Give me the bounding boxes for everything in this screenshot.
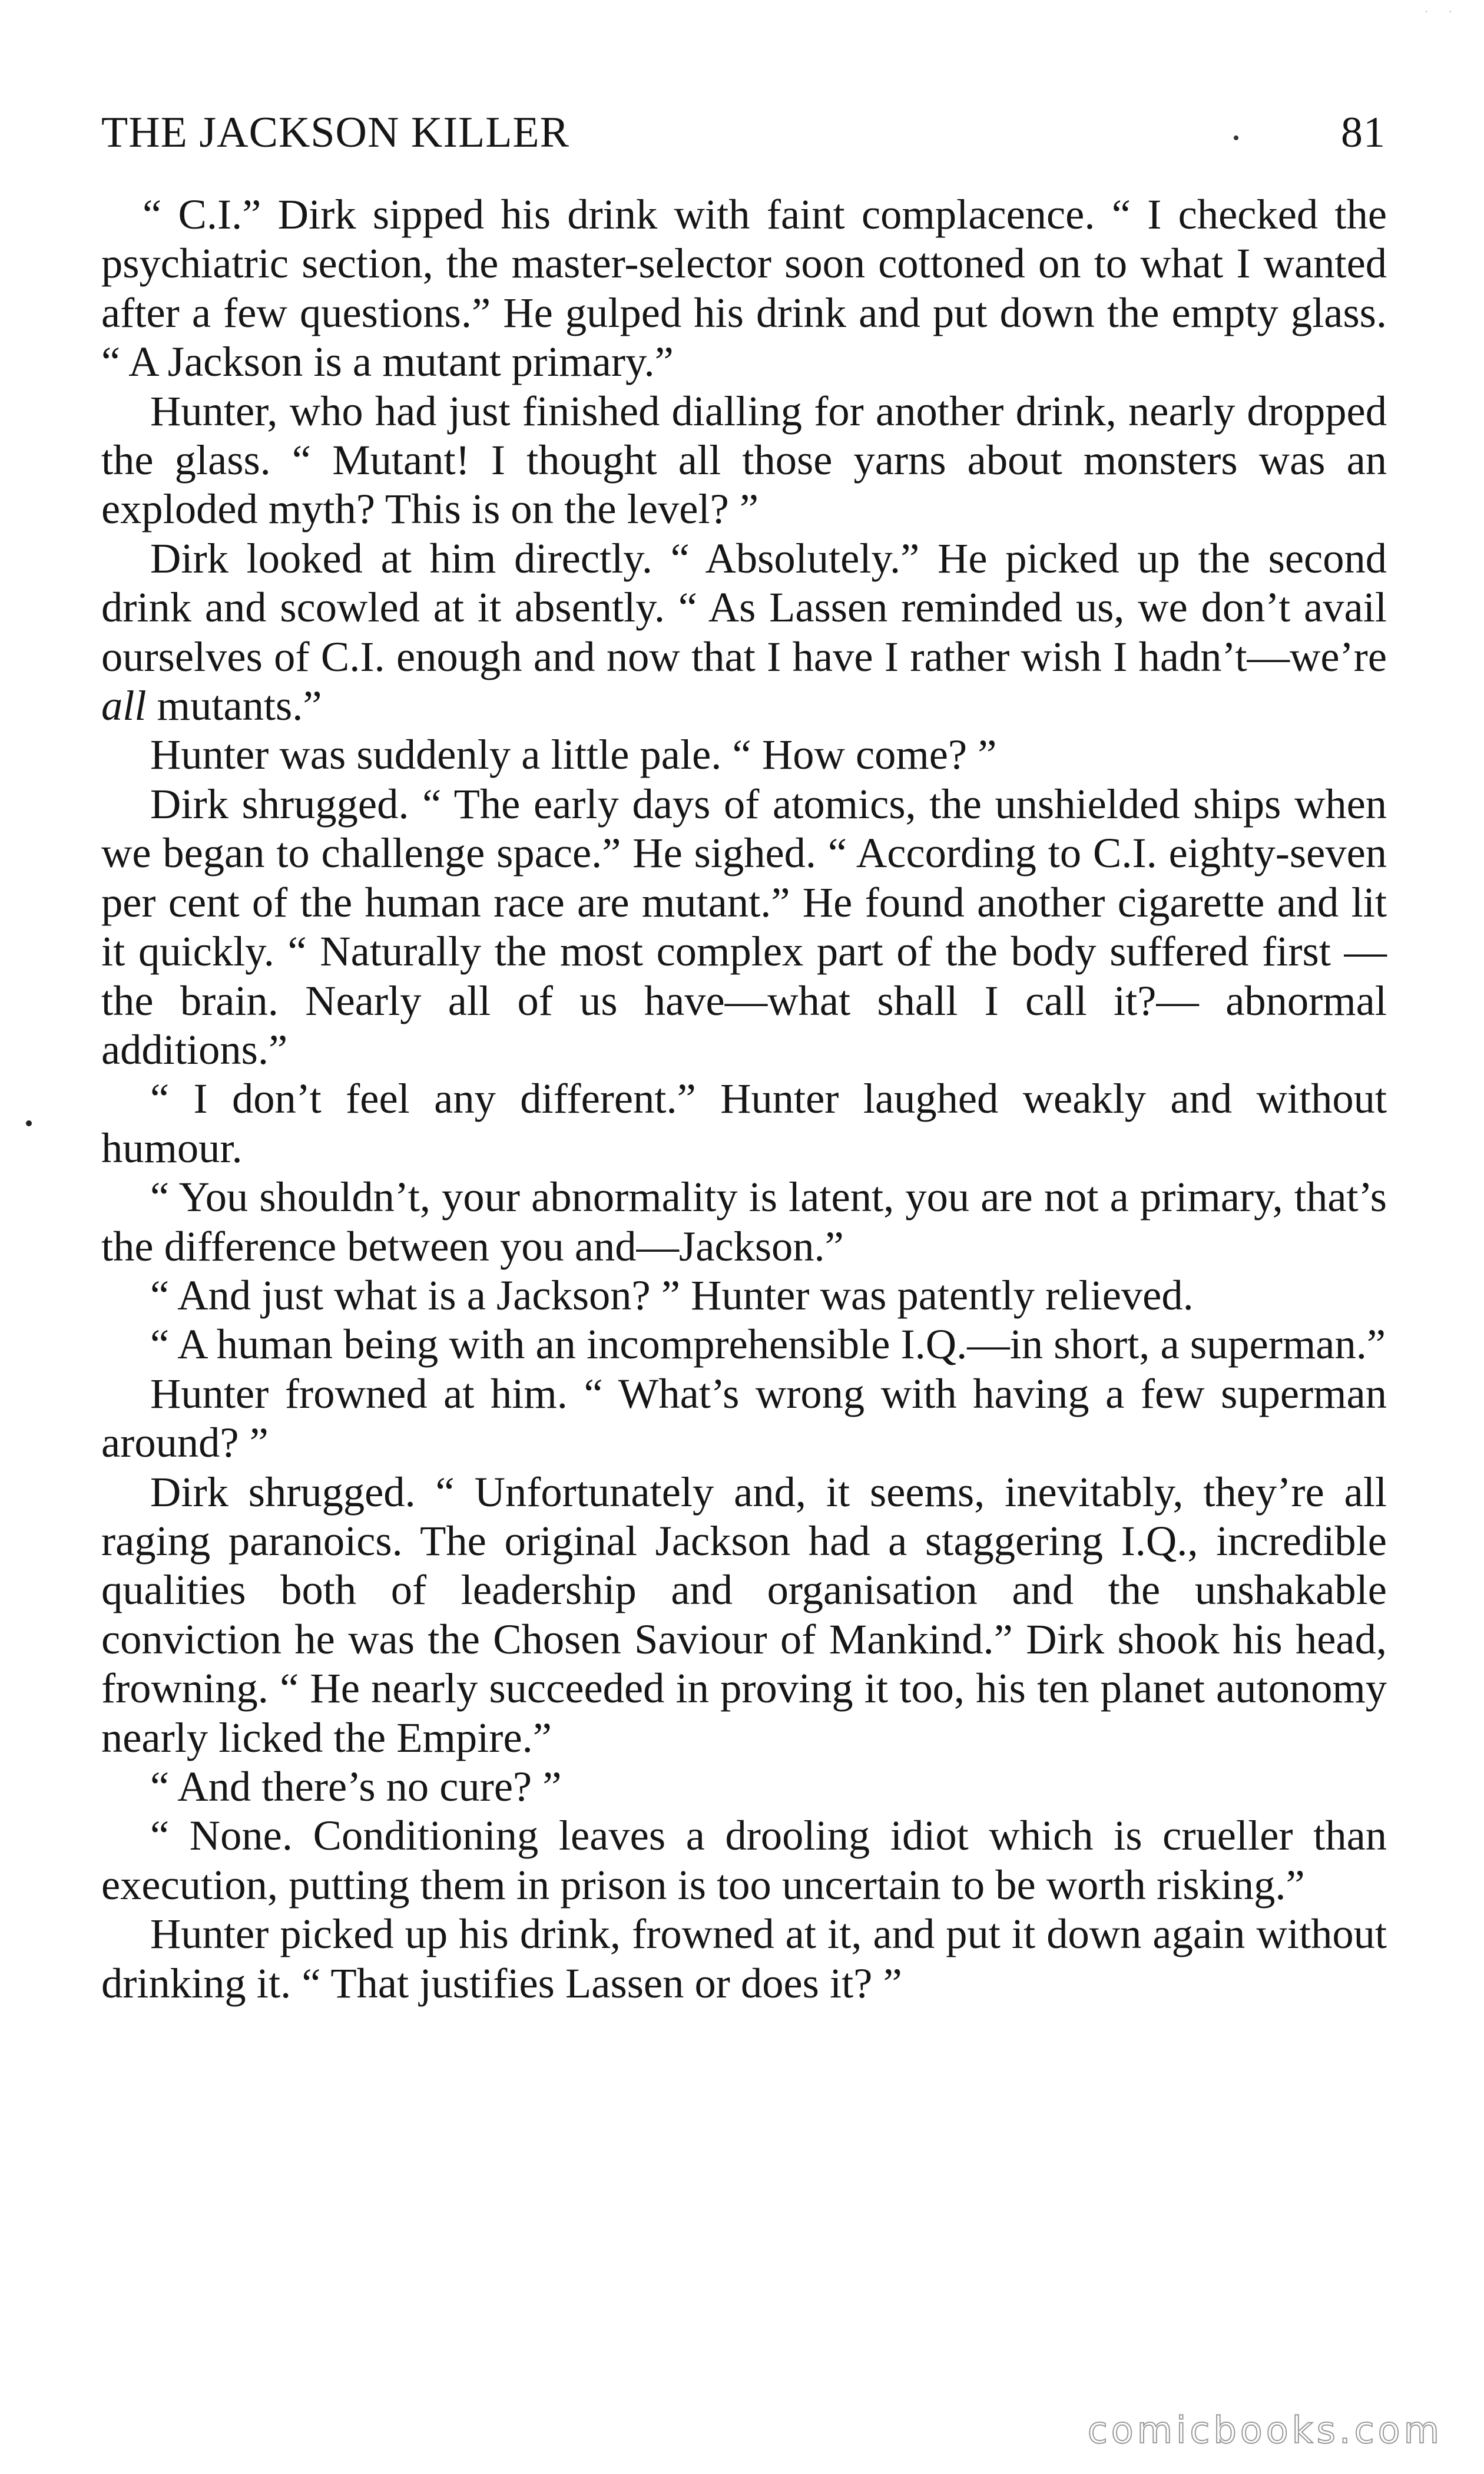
page-number: 81 xyxy=(1341,108,1386,157)
margin-dot xyxy=(26,1120,32,1126)
paragraph: “ None. Conditioning leaves a drooling idiot which is crueller than execution, putting them in prison is too uncertain to be worth risking.” xyxy=(101,1811,1387,1909)
header-dot xyxy=(1234,135,1238,140)
paragraph: “ You shouldn’t, your abnormality is latent, you are not a primary, that’s the difference between you and—Jackson.” xyxy=(101,1173,1387,1270)
paragraph: Hunter was suddenly a little pale. “ How come? ” xyxy=(150,730,997,779)
running-head xyxy=(101,100,1386,165)
running-head-title: THE JACKSON KILLER xyxy=(101,108,569,157)
body-text xyxy=(101,190,1387,2007)
site-watermark: comicbooks.com xyxy=(1087,2409,1443,2452)
paragraph: “ And there’s no cure? ” xyxy=(150,1762,562,1810)
paragraph: Hunter picked up his drink, frowned at it, and put it down again without drinking it. “ That justifies Lassen or does it? ” xyxy=(101,1910,1387,2007)
paragraph: “ I don’t feel any different.” Hunter laughed weakly and without humour. xyxy=(101,1074,1387,1172)
paragraph: Dirk looked at him directly. “ Absolutely.” He picked up the second drink and scowled at it absently. “ As Lassen reminded us, we don’t avail ourselves of C.I. enough and now that I have I rather wish I hadn’t—we’re all mutants.” xyxy=(101,534,1387,730)
paragraph: Dirk shrugged. “ Unfortunately and, it seems, inevitably, they’re all raging paranoics. The original Jackson had a staggering I.Q., incredible qualities both of leadership and organisation and the unshakable conviction he was the Chosen Saviour of Mankind.” Dirk shook his head, frowning. “ He nearly succeeded in proving it too, his ten planet autonomy nearly licked the Empire.” xyxy=(101,1467,1387,1761)
paragraph: “ A human being with an incomprehensible I.Q.—in short, a superman.” xyxy=(150,1320,1386,1368)
corner-specks: · · xyxy=(1424,5,1460,19)
paragraph: “ C.I.” Dirk sipped his drink with faint complacence. “ I checked the psychiatric section, the master-selector soon cottoned on to what I wanted after a few questions.” He gulped his drink and put down the empty glass. “ A Jackson is a mutant primary.” xyxy=(101,190,1387,386)
paragraph: Dirk shrugged. “ The early days of atomics, the unshielded ships when we began to challenge space.” He sighed. “ According to C.I. eighty-seven per cent of the human race are mutant.” He found another cigarette and lit it quickly. “ Naturally the most complex part of the body suffered first —the brain. Nearly all of us have—what shall I call it?— abnormal additions.” xyxy=(101,779,1387,1073)
paragraph: Hunter frowned at him. “ What’s wrong with having a few superman around? ” xyxy=(101,1369,1387,1467)
emphasis: all xyxy=(101,682,147,730)
paragraph: “ And just what is a Jackson? ” Hunter was patently relieved. xyxy=(150,1271,1194,1319)
paragraph: Hunter, who had just finished dialling for another drink, nearly dropped the glass. “ Mutant! I thought all those yarns about monsters was an exploded myth? This is on the level? ” xyxy=(101,386,1387,533)
